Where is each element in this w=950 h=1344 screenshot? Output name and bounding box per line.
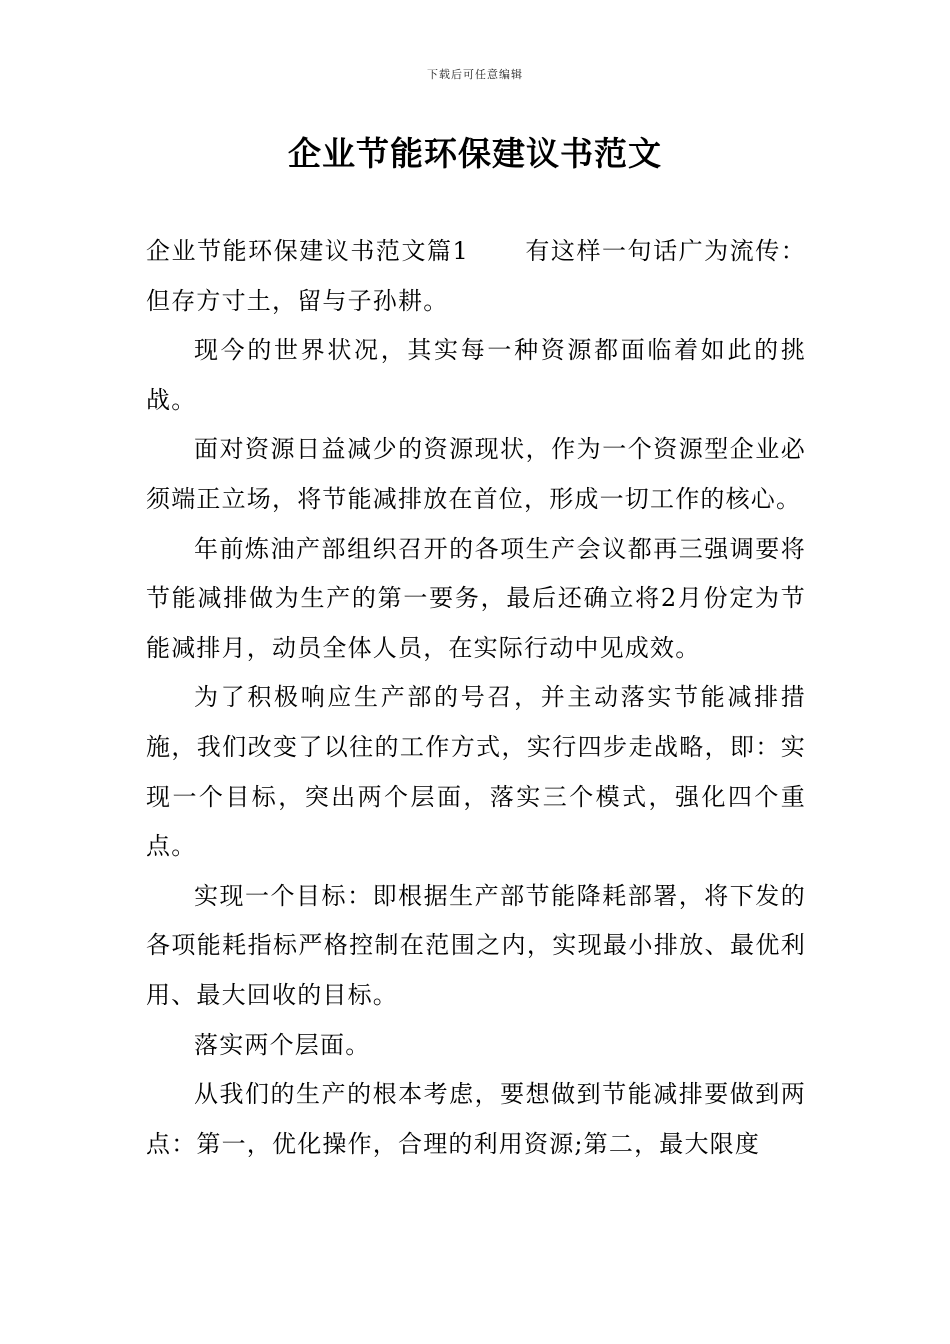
header-note: 下载后可任意编辑 <box>427 68 523 81</box>
paragraph: 实现一个目标：即根据生产部节能降耗部署，将下发的各项能耗指标严格控制在范围之内，实现最小排放、最优利用、最大回收的目标。 <box>146 881 806 1009</box>
intro-rest: 有这样一句话广为流传：但存方寸土，留与子孙耕。 <box>146 237 807 315</box>
paragraph: 面对资源日益减少的资源现状，作为一个资源型企业必须端正立场，将节能减排放在首位，形成一切工作的核心。 <box>146 435 806 513</box>
document-body <box>146 227 806 1169</box>
paragraph: 从我们的生产的根本考虑，要想做到节能减排要做到两点：第一，优化操作，合理的利用资源;第二，最大限度 <box>146 1080 806 1158</box>
paragraph: 为了积极响应生产部的号召，并主动落实节能减排措施，我们改变了以往的工作方式，实行四步走战略，即：实现一个目标，突出两个层面，落实三个模式，强化四个重点。 <box>146 683 806 861</box>
intro-lead: 企业节能环保建议书范文篇1 <box>146 237 470 265</box>
paragraph: 现今的世界状况，其实每一种资源都面临着如此的挑战。 <box>146 336 806 414</box>
document-title: 企业节能环保建议书范文 <box>288 134 662 173</box>
paragraph: 落实两个层面。 <box>194 1030 371 1059</box>
intro-paragraph <box>146 227 806 326</box>
paragraph: 年前炼油产部组织召开的各项生产会议都再三强调要将节能减排做为生产的第一要务，最后还确立将2月份定为节能减排月，动员全体人员，在实际行动中见成效。 <box>146 534 806 662</box>
